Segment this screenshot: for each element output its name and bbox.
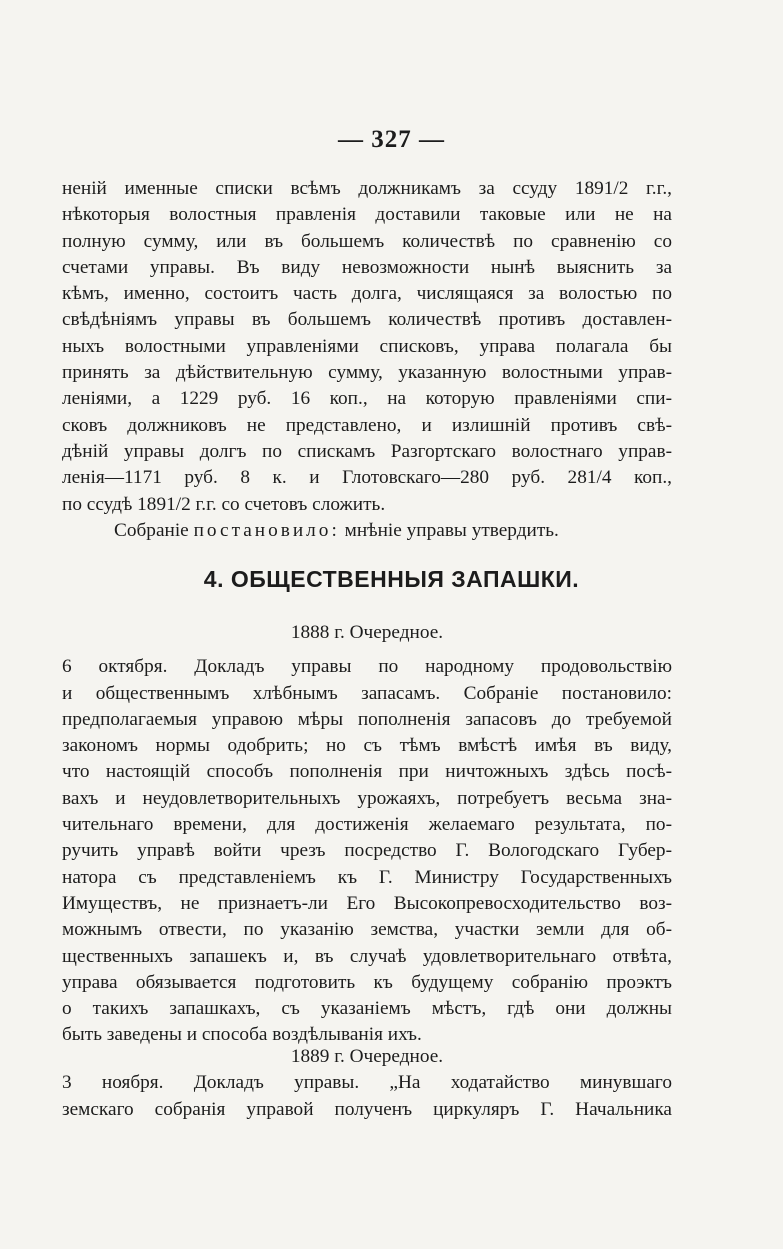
text-line: щественныхъ запашекъ и, въ случаѣ удовлетворительнаго отвѣта, — [62, 945, 672, 967]
session-block-1889 — [62, 1044, 672, 1123]
text-line: счетами управы. Въ виду невозможности нынѣ выяснить за — [62, 256, 672, 278]
text-line: Имуществъ, не признаетъ-ли Его Высокопревосходительство воз- — [62, 892, 672, 914]
session-title: 1889 г. Очередное. — [290, 1046, 444, 1067]
resolution-line — [62, 518, 672, 544]
text-line: ручить управѣ войти чрезъ посредство Г. Вологодскаго Губер- — [62, 840, 672, 862]
text-line: нѣкоторыя волостныя правленiя доставили таковые или не на — [62, 204, 672, 226]
session-block-1888 — [62, 620, 672, 1049]
section-heading: 4. ОБЩЕСТВЕННЫЯ ЗАПАШКИ. — [203, 566, 580, 592]
text-line: сковъ должниковъ не представлено, и излишнiй противъ свѣ- — [62, 414, 672, 436]
session-title: 1888 г. Очередное. — [290, 622, 444, 643]
text-line: 6 октября. Докладъ управы по народному продовольствiю — [62, 656, 672, 678]
text-line: ненiй именные списки всѣмъ должникамъ за ссуду 1891/2 г.г., — [62, 178, 672, 199]
resolution-text: мнѣнiе управы утвердить. — [339, 519, 559, 541]
text-line: по ссудѣ 1891/2 г.г. со счетовъ сложить. — [62, 493, 386, 515]
text-line: принять за дѣйствительную сумму, указанную волостными управ- — [62, 362, 672, 384]
text-line: ленiями, а 1229 руб. 16 коп., на которую правленiями спи- — [62, 388, 672, 410]
text-line: ныхъ волостными управленiями списковъ, управа полагала бы — [62, 335, 672, 357]
page-number: — 327 — — [338, 126, 445, 153]
text-line: что настоящiй способъ пополненiя при ничтожныхъ здѣсь посѣ- — [62, 761, 672, 783]
text-line: можнымъ отвести, по указанiю земства, участки земли для об- — [62, 919, 672, 941]
text-line: свѣдѣнiямъ управы въ большемъ количествѣ противъ доставлен- — [62, 309, 672, 331]
text-line: натора съ представленiемъ къ Г. Министру Государственныхъ — [62, 866, 672, 888]
text-line: закономъ нормы одобрить; но съ тѣмъ вмѣстѣ имѣя въ виду, — [62, 735, 672, 757]
text-line: и общественнымъ хлѣбнымъ запасамъ. Собранiе постановило: — [62, 682, 672, 704]
text-line: 3 ноября. Докладъ управы. „На ходатайство минувшаго — [62, 1072, 672, 1094]
text-line: предполагаемыя управою мѣры пополненiя запасовъ до требуемой — [62, 708, 672, 730]
text-line: ленiя—1171 руб. 8 к. и Глотовскаго—280 руб. 281/4 коп., — [62, 467, 672, 489]
text-line: полную сумму, или въ большемъ количествѣ по сравненiю со — [62, 230, 672, 252]
text-line: вахъ и неудовлетворительныхъ урожаяхъ, потребуетъ весьма зна- — [62, 787, 672, 809]
paragraph-continuation — [62, 176, 672, 544]
text-line: дѣнiй управы долгъ по спискамъ Разгортскаго волостнаго управ- — [62, 440, 672, 462]
text-line: о такихъ запашкахъ, съ указанiемъ мѣстъ, гдѣ они должны — [62, 998, 672, 1020]
text-line: быть заведены и способа воздѣлыванiя ихъ. — [62, 1024, 422, 1046]
text-line: кѣмъ, именно, состоитъ часть долга, числящаяся за волостью по — [62, 283, 672, 305]
resolution-prefix: Собранiе — [114, 519, 194, 541]
text-line: управа обязывается подготовить къ будущему собранiю проэктъ — [62, 971, 672, 993]
text-line: земскаго собранiя управой полученъ циркуляръ Г. Начальника — [62, 1098, 672, 1120]
text-line: чительнаго времени, для достиженiя желаемаго результата, по- — [62, 814, 672, 836]
resolution-spaced-word: постановило: — [193, 519, 340, 541]
